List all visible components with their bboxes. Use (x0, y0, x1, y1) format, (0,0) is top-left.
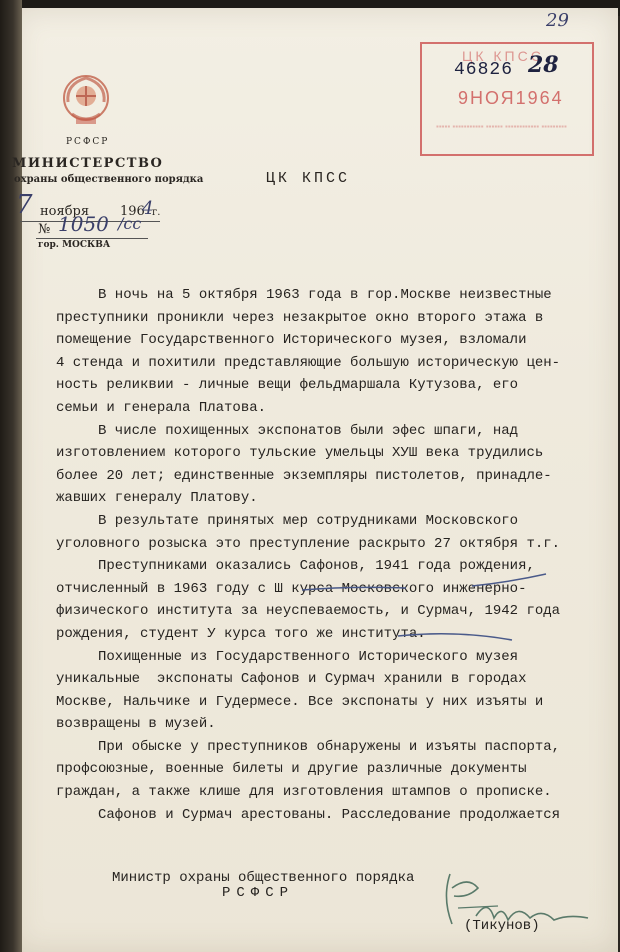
page-number: 29 (546, 10, 569, 31)
signatory-name: (Тикунов) (464, 918, 540, 934)
stamp-number-handwritten: 28 (528, 52, 559, 78)
body-line: возвращены в музей. (56, 716, 216, 733)
date-suffix: г. (152, 207, 161, 218)
date-year-printed: 196 (120, 204, 145, 219)
date-day-handwritten: 7 (16, 190, 33, 220)
body-line: физического института за неуспеваемость, и Сурмач, 1942 года (56, 603, 561, 620)
pen-underline-surmach (396, 628, 516, 644)
body-line: При обыске у преступников обнаружены и изъяты паспорта, (56, 738, 561, 755)
document-number-suffix: /сс (118, 214, 142, 233)
letter-body (56, 284, 604, 826)
body-line: В результате принятых мер сотрудниками Московского (56, 512, 519, 529)
body-line: граждан, а также клише для изготовления штампов о прописке. (56, 784, 552, 801)
letterhead-republic: РСФСР (66, 137, 110, 147)
body-line: Преступниками оказались Сафонов, 1941 года рождения, (56, 558, 535, 575)
stamp-title: ЦК КПСС (462, 48, 544, 64)
date-month: ноября (40, 204, 90, 219)
body-line: преступники проникли через незакрытое окно второго этажа в (56, 309, 544, 326)
pen-mark-birth (470, 572, 550, 588)
body-line: профсоюзные, военные билеты и другие различные документы (56, 761, 527, 778)
stamp-fine-print: ▪▪▪▪▪ ▪▪▪▪▪▪▪▪▪▪▪ ▪▪▪▪▪▪ ▪▪▪▪▪▪▪▪▪▪▪▪ ▪▪▪▪▪▪▪▪▪ (436, 122, 567, 131)
body-line: ность реликвии - личные вещи фельдмаршала Кутузова, его (56, 377, 519, 394)
body-line: рождения, студент У курса того же института. (56, 625, 426, 642)
body-line: более 20 лет; единственные экземпляры пистолетов, принадле- (56, 467, 552, 484)
body-line: В ночь на 5 октября 1963 года в гор.Москве неизвестные (56, 287, 552, 303)
body-line: жавших генералу Платову. (56, 490, 258, 507)
body-line: отчисленный в 1963 году с Ш курса Московского инженерно- (56, 580, 527, 597)
body-line: Москве, Нальчике и Гудермесе. Все экспонаты у них изъяты и (56, 693, 544, 710)
body-line: семьи и генерала Платова. (56, 399, 267, 416)
stamp-number: 46826 (454, 60, 514, 80)
body-line: помещение Государственного Исторического музея, взломали (56, 332, 527, 349)
document-number-handwritten: 1050 (58, 212, 109, 236)
number-line (36, 238, 148, 239)
body-line: В числе похищенных экспонатов были эфес шпаги, над (56, 422, 519, 439)
binding-shadow (0, 0, 22, 952)
body-line: Похищенные из Государственного Исторического музея (56, 648, 519, 665)
signatory-republic: РСФСР (222, 885, 295, 901)
pen-underline-safonov (300, 584, 410, 596)
body-line: 4 стенда и похитили представляющие большую историческую цен- (56, 354, 561, 371)
body-line: уникальные экспонаты Сафонов и Сурмач хранили в городах (56, 671, 527, 688)
coat-of-arms-icon (58, 72, 114, 130)
body-line: изготовлением которого тульские умельцы ХУШ века трудились (56, 445, 544, 462)
date-year-handwritten: 4 (142, 198, 154, 219)
signatory-title: Министр охраны общественного порядка (112, 870, 415, 886)
stamp-date: 9НОЯ1964 (458, 88, 564, 108)
addressee: ЦК КПСС (266, 170, 351, 187)
letterhead-city: гор. МОСКВА (38, 240, 111, 250)
number-sign: № (38, 222, 51, 237)
letterhead-ministry-subtitle: охраны общественного порядка (14, 174, 204, 185)
body-line: Сафонов и Сурмач арестованы. Расследование продолжается (56, 806, 561, 823)
body-line: уголовного розыска это преступление раскрыто 27 октября т.г. (56, 535, 561, 552)
letterhead-ministry: МИНИСТЕРСТВО (12, 156, 164, 171)
